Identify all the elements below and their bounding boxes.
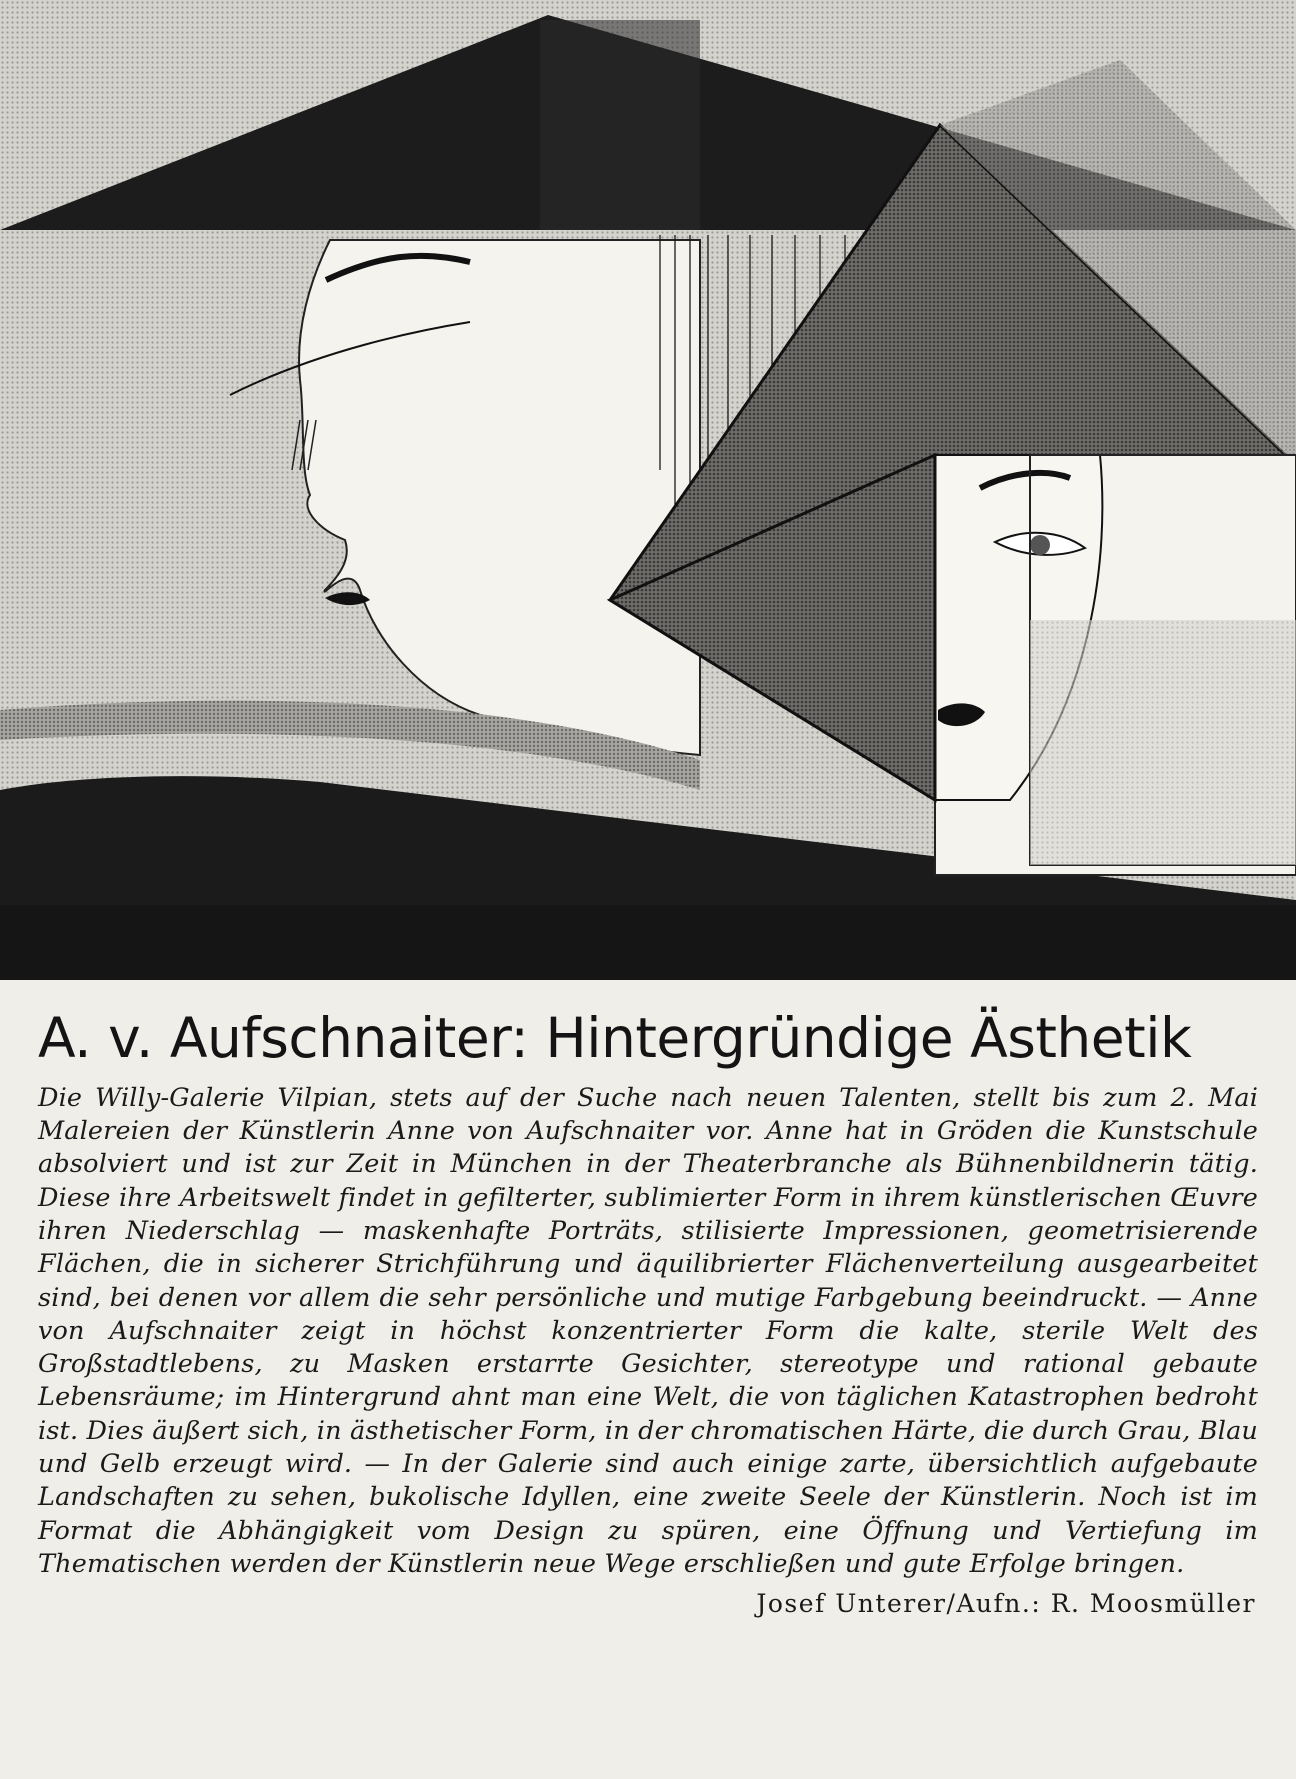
- article-headline: A. v. Aufschnaiter: Hintergründige Ästhetik: [38, 1006, 1192, 1070]
- article-body: Die Willy-Galerie Vilpian, stets auf der Suche nach neuen Talenten, stellt bis zum 2. Mai Malereien der Künstlerin Anne von Aufschnaiter vor. Anne hat in Gröden die Kunstschule absolviert und ist zur Zeit in München in der Theaterbranche als Bühnenbildnerin tätig. Diese ihre Arbeitswelt findet in gefilterter, sublimierter Form in ihrem künstlerischen Œuvre ihren Niederschlag — maskenhafte Porträts, stilisierte Impressionen, geometrisierende Flächen, die in sicherer Strichführung und äquilibrierter Flächenverteilung ausgearbeitet sind, bei denen vor allem die sehr persönliche und mutige Farbgebung beeindruckt. — Anne von Aufschnaiter zeigt in höchst konzentrierter Form die kalte, sterile Welt des Großstadtlebens, zu Masken erstarrte Gesichter, stereotype und rational gebaute Lebensräume; im Hintergrund ahnt man eine Welt, die von täglichen Katastrophen bedroht ist. Dies äußert sich, in ästhetischer Form, in der chromatischen Härte, die durch Grau, Blau und Gelb erzeugt wird. — In der Galerie sind auch einige zarte, übersichtlich aufgebaute Landschaften zu sehen, bukolische Idyllen, eine zweite Seele der Künstlerin. Noch ist im Format die Abhängigkeit vom Design zu spüren, eine Öffnung und Vertiefung im Thematischen werden der Künstlerin neue Wege erschließen und gute Erfolge bringen.: [38, 1082, 1258, 1579]
- article-byline: Josef Unterer/Aufn.: R. Moosmüller: [756, 1589, 1256, 1619]
- article: [0, 980, 1296, 1779]
